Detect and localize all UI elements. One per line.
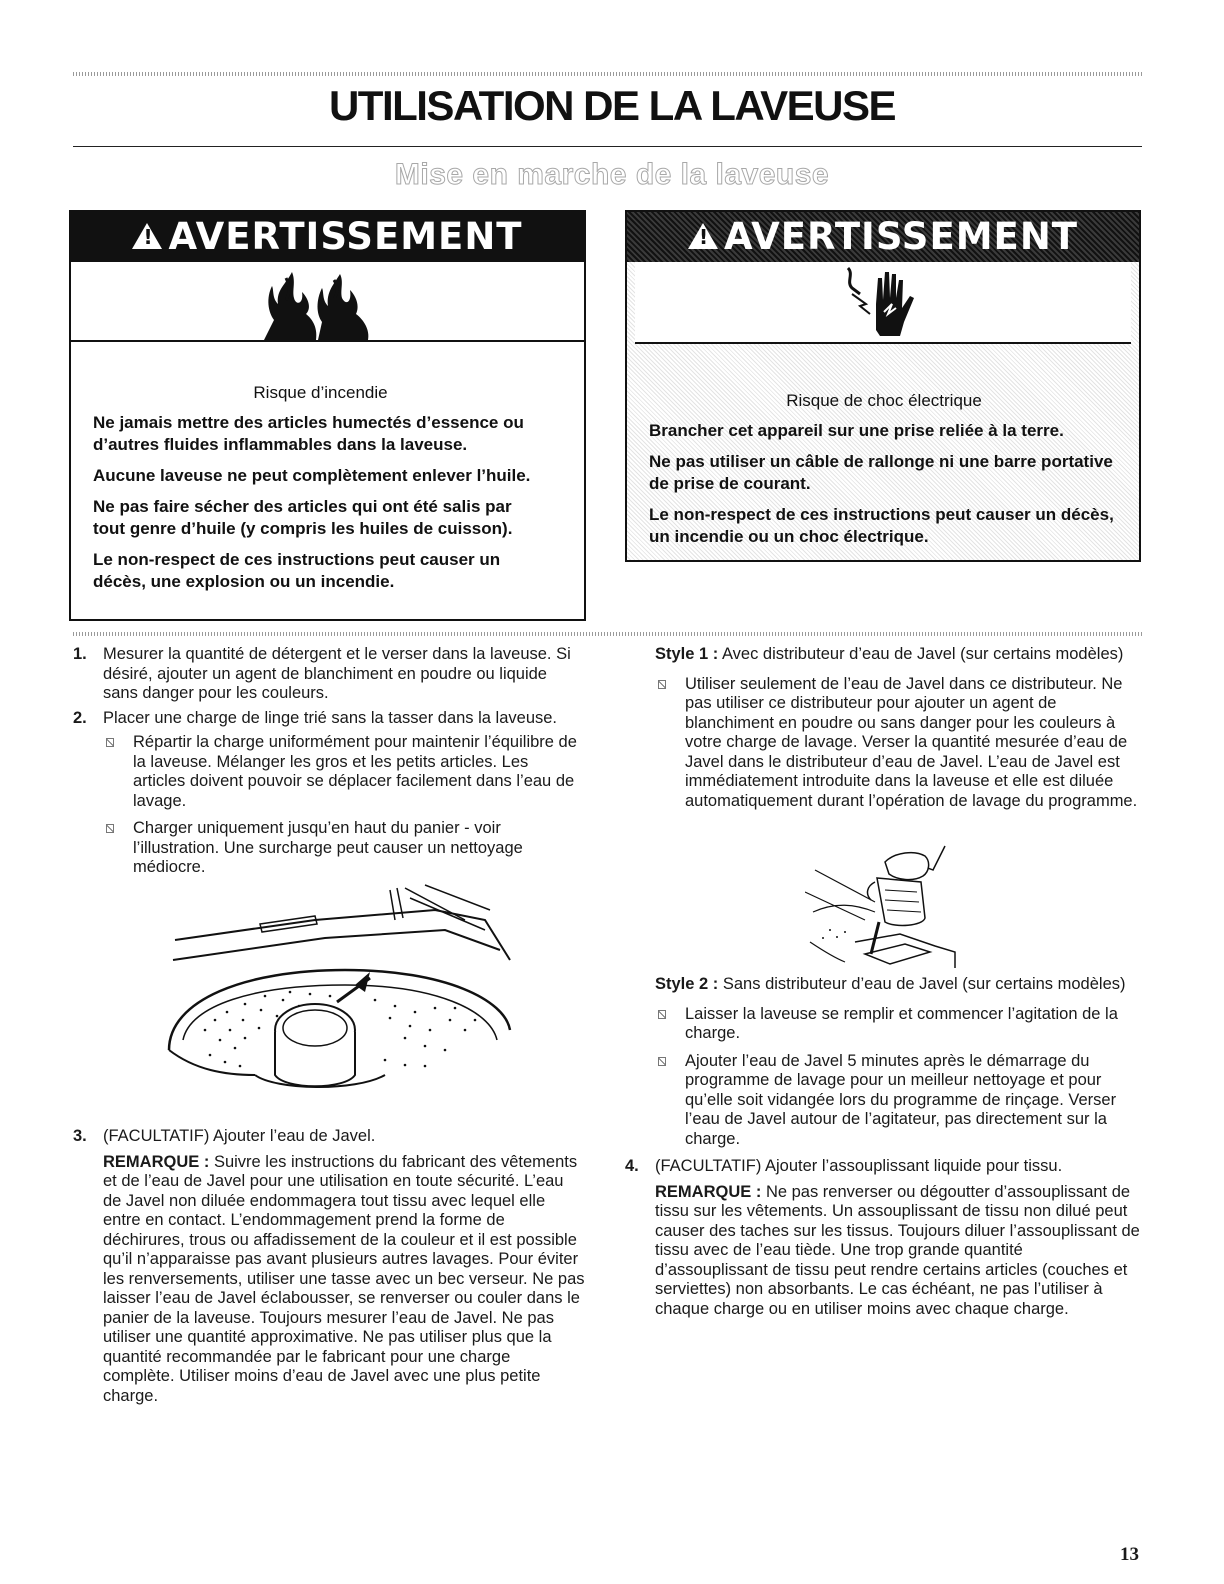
shock-warning-line: Brancher cet appareil sur une prise reliée à la terre. <box>649 421 1064 440</box>
right-column-lower <box>625 975 1140 1319</box>
shock-icon-area <box>635 262 1131 344</box>
section-dotted-rule <box>73 632 1142 636</box>
right-column <box>625 645 1140 819</box>
page-number: 13 <box>1120 1544 1139 1565</box>
fire-warning-line: Ne jamais mettre des articles humectés d’essence ou d’autres fluides inflammables dans la laveuse. <box>93 413 524 454</box>
bleach-dispenser-illustration <box>805 842 965 972</box>
step-3: 3. (FACULTATIF) Ajouter l’eau de Javel. <box>73 1127 376 1145</box>
warning-triangle-icon <box>132 223 162 249</box>
shock-warning-text <box>627 390 1139 557</box>
list-item: Laisser la laveuse se remplir et commencer l’agitation de la charge. <box>655 1005 1140 1044</box>
bullet-icon <box>658 1057 666 1066</box>
left-column <box>73 645 585 886</box>
bullet-icon <box>658 680 666 689</box>
style-2-heading: Style 2 : Sans distributeur d’eau de Javel (sur certains modèles) <box>655 975 1126 993</box>
fire-warning-line: Aucune laveuse ne peut complètement enlever l’huile. <box>93 466 531 485</box>
bullet-icon <box>106 738 114 747</box>
step-1: 1. Mesurer la quantité de détergent et le verser dans la laveuse. Si désiré, ajouter un agent de blanchiment en poudre ou liquide sans danger pour les couleurs. <box>73 645 571 702</box>
fire-icon-area <box>71 262 584 342</box>
fire-warning-box <box>69 210 586 621</box>
washer-basket-illustration <box>165 880 525 1120</box>
step-2: 2. Placer une charge de linge trié sans la tasser dans la laveuse. <box>73 708 558 727</box>
fire-risk-label: Risque d’incendie <box>253 383 388 402</box>
section-subtitle: Mise en marche de la laveuse <box>394 158 830 191</box>
shock-warning-line: Le non-respect de ces instructions peut causer un décès, un incendie ou un choc électrique. <box>649 505 1114 546</box>
list-item: Ajouter l’eau de Javel 5 minutes après le démarrage du programme de lavage pour un meilleur nettoyage et pour qu’elle soit vidangée lors du programme de rinçage. Verser l’eau de Javel autour de l’agitateur, pas directement sur la charge. <box>655 1052 1140 1150</box>
shock-risk-label: Risque de choc électrique <box>786 391 982 410</box>
warning-header-left: !AVERTISSEMENT <box>71 212 584 262</box>
warning-header-right: !AVERTISSEMENT <box>627 212 1139 262</box>
step-3-note: REMARQUE : Suivre les instructions du fabricant des vêtements et de l’eau de Javel pour une utilisation en toute sécurité. L’eau de Javel non diluée endommagera tout tissu avec lequel elle entre en contact. L’endommagement prend la forme de déchirures, trous ou affadissement de la couleur et il est possible qu’il n’apparaisse pas avant plusieurs autres lavages. Pour éviter les renversements, utiliser une tasse avec un bec verseur. Ne pas laisser l’eau de Javel éclabousser, se renverser ou couler dans le panier de la laveuse. Toujours mesurer l’eau de Javel. Ne pas utiliser une quantité approximative. Ne pas utiliser plus que la quantité recommandée par le fabricant pour une charge complète. Utiliser moins d’eau de Javel avec une plus petite charge. <box>103 1152 585 1405</box>
bullet-icon <box>658 1010 666 1019</box>
fire-warning-line: Ne pas faire sécher des articles qui ont été salis par tout genre d’huile (y compris les huiles de cuisson). <box>93 497 513 538</box>
electric-shock-icon <box>840 264 930 342</box>
shock-warning-line: Ne pas utiliser un câble de rallonge ni une barre portative de prise de courant. <box>649 452 1113 493</box>
shock-warning-box <box>625 210 1141 562</box>
fire-warning-line: Le non-respect de ces instructions peut causer un décès, une explosion ou un incendie. <box>93 550 501 591</box>
bullet-icon <box>106 824 114 833</box>
page-title: UTILISATION DE LA LAVEUSE <box>328 82 896 129</box>
style-1-heading: Style 1 : Avec distributeur d’eau de Javel (sur certains modèles) <box>655 645 1124 663</box>
step-4: 4. (FACULTATIF) Ajouter l’assouplissant liquide pour tissu. <box>625 1157 1063 1175</box>
top-dotted-rule <box>73 72 1142 76</box>
step-4-note: REMARQUE : Ne pas renverser ou dégoutter d’assouplissant de tissu sur les vêtements. Un assouplissant de tissu non dilué peut causer des taches sur les tissus. Toujours diluer l’assouplissant de tissu avec de l’eau tiède. Une trop grande quantité d’assouplissant de tissu peut rendre certains articles (couches et serviettes) non absorbants. Le cas échéant, ne pas l’utiliser à chaque charge ou en utiliser moins avec chaque charge. <box>655 1182 1140 1318</box>
list-item: Répartir la charge uniformément pour maintenir l’équilibre de la laveuse. Mélanger les gros et les petits articles. Les articles doivent pouvoir se déplacer facilement dans l’eau de lavage. <box>103 733 585 811</box>
list-item: Utiliser seulement de l’eau de Javel dans ce distributeur. Ne pas utiliser ce distributeur pour ajouter un agent de blanchiment en poudre ou sans danger pour les couleurs à votre charge de lavage. Verser la quantité mesurée d’eau de Javel dans le distributeur d’eau de Javel. L’eau de Javel est immédiatement introduite dans la laveuse et elle est diluée automatiquement durant l’opération de lavage du programme. <box>655 675 1140 812</box>
fire-warning-text <box>71 382 584 602</box>
title-rule <box>73 146 1142 147</box>
left-column-lower <box>73 1127 585 1406</box>
list-item: Charger uniquement jusqu’en haut du panier - voir l’illustration. Une surcharge peut causer un nettoyage médiocre. <box>103 819 585 878</box>
warning-triangle-icon <box>688 223 718 249</box>
fire-icon <box>256 268 376 346</box>
